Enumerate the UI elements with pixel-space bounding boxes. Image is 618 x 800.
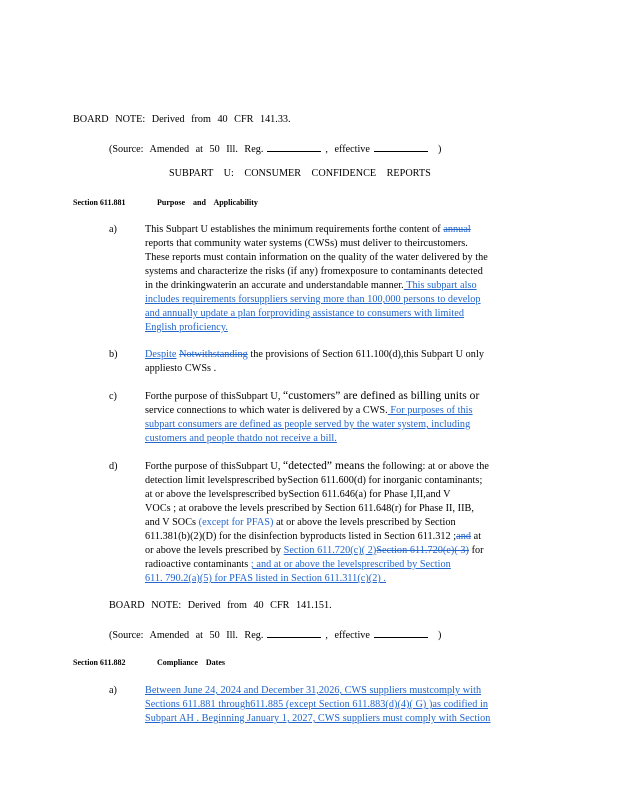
source-effective: , effective (325, 630, 370, 641)
inserted-text: ; and at or above the levelsprescribed by Section (250, 559, 451, 570)
para-label: a) (109, 685, 117, 696)
deleted-text: Section 611.720(e)( 3) (376, 545, 469, 556)
para-line: Forthe purpose of thisSubpart U, “detected” means the following: at or above the (145, 460, 489, 472)
para-line: VOCs ; at orabove the levels prescribed by Section 611.648(r) for Phase II, IIB, (145, 503, 474, 514)
inserted-line: Subpart AH . Beginning January 1, 2027, CWS suppliers must comply with Section (145, 713, 491, 724)
source-line (109, 142, 441, 155)
para-label: c) (109, 391, 117, 402)
para-line: appliesto CWSs . (145, 363, 217, 374)
para-line: in the drinkingwaterin an accurate and understandable manner. This subpart also (145, 280, 477, 291)
inserted-line: customers and people thatdo not receive a bill. (145, 433, 337, 444)
deleted-text: Notwithstanding (179, 349, 248, 360)
section-number: Section 611.882 (73, 658, 126, 667)
inserted-text: For purposes of this (387, 405, 473, 416)
deleted-text: annual (443, 224, 471, 235)
inserted-line: includes requirements forsuppliers serving more than 100,000 persons to develop (145, 294, 481, 305)
inserted-text: (except for PFAS) (198, 517, 274, 528)
para-line: This Subpart U establishes the minimum requirements forthe content of annual (145, 224, 471, 235)
effective-date-blank (374, 628, 428, 638)
para-line: or above the levels prescribed by Section 611.720(c)( 2)Section 611.720(e)( 3) for (145, 545, 484, 556)
para-line: and V SOCs (except for PFAS) at or above the levels prescribed by Section (145, 517, 456, 528)
subpart-title: SUBPART U: CONSUMER CONFIDENCE REPORTS (169, 168, 431, 179)
inserted-line: 611. 790.2(a)(5) for PFAS listed in Section 611.311(c)(2) . (145, 573, 386, 584)
para-line: service connections to which water is delivered by a CWS. For purposes of this (145, 405, 473, 416)
para-line: reports that community water systems (CWSs) must deliver to theircustomers. (145, 238, 468, 249)
inserted-line: Sections 611.881 through611.885 (except Section 611.883(d)(4)( G) )as codified in (145, 699, 488, 710)
para-line: detection limit levelsprescribed bySection 611.600(d) for inorganic contaminants; (145, 475, 483, 486)
section-title: Compliance Dates (157, 658, 225, 667)
register-blank (267, 628, 321, 638)
para-line: systems and characterize the risks (if any) fromexposure to contaminants detected (145, 266, 483, 277)
para-line: Despite Notwithstanding the provisions of Section 611.100(d),this Subpart U only (145, 349, 484, 360)
source-prefix: (Source: Amended at 50 Ill. Reg. (109, 144, 264, 155)
para-line: radioactive contaminants ; and at or above the levelsprescribed by Section (145, 559, 451, 570)
section-number: Section 611.881 (73, 198, 126, 207)
source-effective: , effective (325, 144, 370, 155)
para-label: d) (109, 461, 118, 472)
para-label: a) (109, 224, 117, 235)
board-note: BOARD NOTE: Derived from 40 CFR 141.151. (109, 600, 332, 611)
para-line: at or above the levelsprescribed bySection 611.646(a) for Phase I,II,and V (145, 489, 451, 500)
board-note: BOARD NOTE: Derived from 40 CFR 141.33. (73, 114, 291, 125)
deleted-text: and (456, 531, 472, 542)
inserted-line: Between June 24, 2024 and December 31,2026, CWS suppliers mustcomply with (145, 685, 482, 696)
source-close: ) (437, 630, 442, 641)
inserted-text: This subpart also (403, 280, 477, 291)
effective-date-blank (374, 142, 428, 152)
para-line: Forthe purpose of thisSubpart U, “customers” are defined as billing units or (145, 390, 480, 402)
section-title: Purpose and Applicability (157, 198, 258, 207)
inserted-line: subpart consumers are defined as people served by the water system, including (145, 419, 471, 430)
para-label: b) (109, 349, 118, 360)
source-line (109, 628, 441, 641)
source-prefix: (Source: Amended at 50 Ill. Reg. (109, 630, 264, 641)
inserted-text: Section 611.720(c)( 2) (283, 545, 377, 556)
inserted-text: Despite (145, 349, 177, 360)
register-blank (267, 142, 321, 152)
para-line: These reports must contain information on the quality of the water delivered by the (145, 252, 488, 263)
source-close: ) (437, 144, 442, 155)
para-line: 611.381(b)(2)(D) for the disinfection byproducts listed in Section 611.312 ;and at (145, 531, 482, 542)
inserted-line: English proficiency. (145, 322, 228, 333)
inserted-line: and annually update a plan forproviding assistance to consumers with limited (145, 308, 464, 319)
